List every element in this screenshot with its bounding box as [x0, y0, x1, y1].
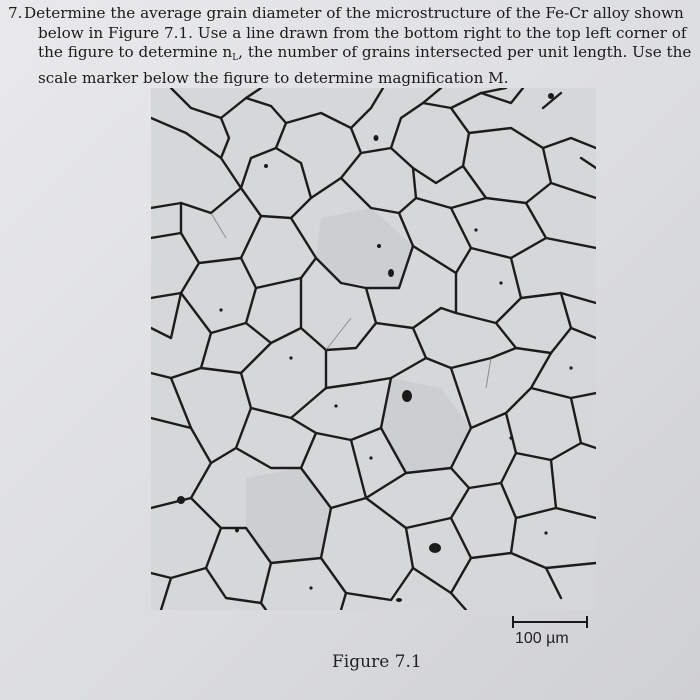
figure-caption: Figure 7.1	[332, 652, 422, 672]
microstructure-image	[151, 88, 596, 610]
question-line-1: Determine the average grain diameter of the microstructure of the Fe-Cr alloy shown	[24, 4, 684, 22]
question-line-2: below in Figure 7.1. Use a line drawn from the bottom right to the top left corner of	[38, 23, 687, 42]
question-line-4: scale marker below the figure to determine magnification M.	[38, 68, 509, 87]
question-text	[8, 4, 698, 88]
scale-marker-label: 100 µm	[515, 630, 569, 647]
scale-marker	[512, 616, 588, 628]
question-number: 7.	[8, 4, 23, 22]
subscript-l: L	[232, 53, 239, 63]
grain-boundary-drawing	[151, 88, 596, 610]
question-line-3: the figure to determine $n_L$, the number of grains intersected per unit length. Use the	[38, 43, 692, 63]
